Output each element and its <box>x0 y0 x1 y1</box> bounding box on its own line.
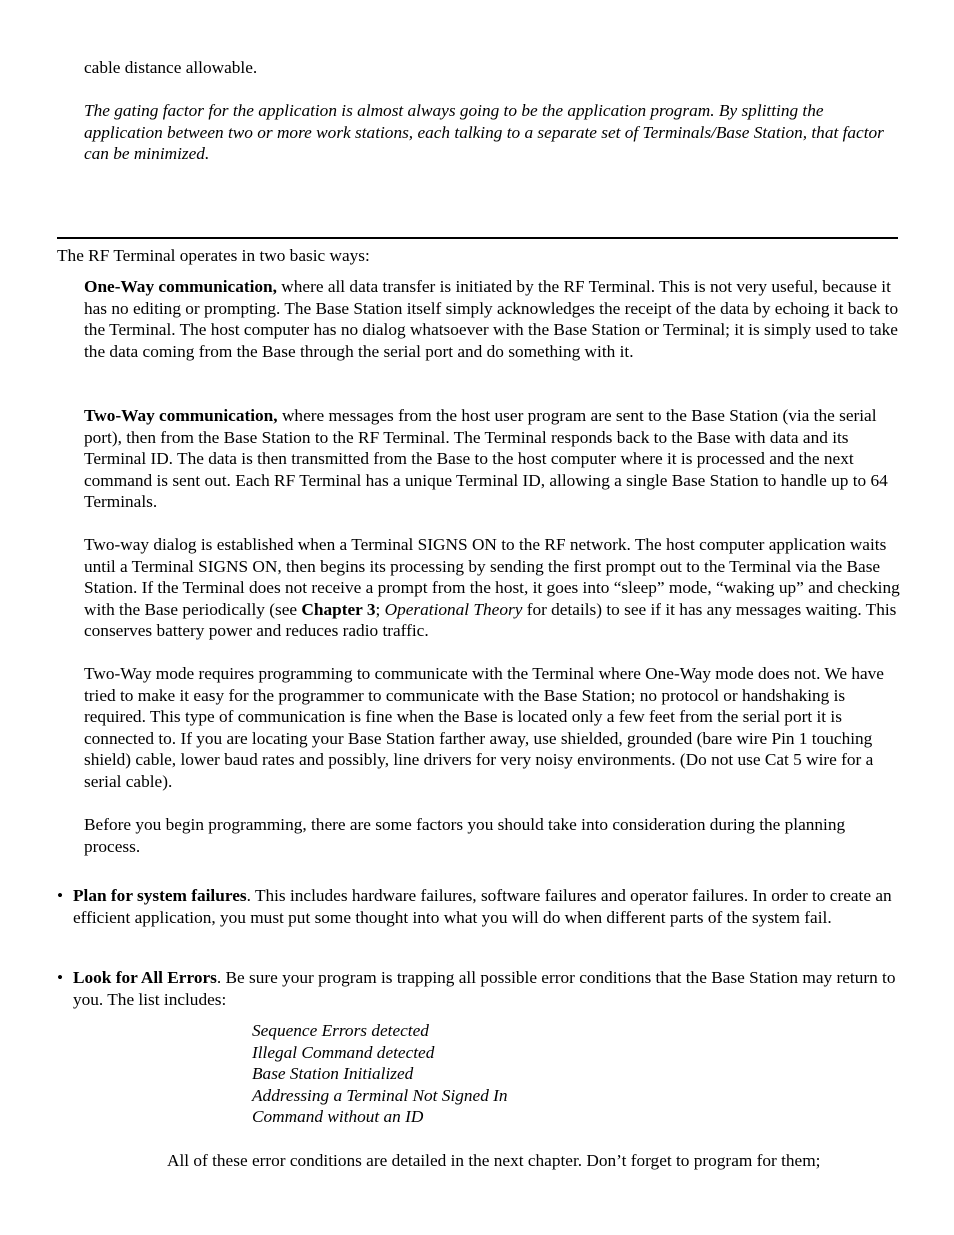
bullet-body: . Be sure your program is trapping all possible error conditions that the Base Station may return to you. The list includes: <box>73 968 896 1009</box>
intro-text: The RF Terminal operates in two basic ways: <box>57 246 370 265</box>
one-way-body: where all data transfer is initiated by the RF Terminal. This is not very useful, because it has no editing or prompting. The Base Station itself simply acknowledges the receipt of the data by echoing it back to the Terminal. The host computer has no dialog whatsoever with the Base Station or Terminal; it is simply used to take the data coming from the Base through the serial port and do something with it. <box>84 277 899 361</box>
bullet-system-failures <box>73 885 900 928</box>
two-way-body: where messages from the host user program are sent to the Base Station (via the serial port), then from the Base Station to the RF Terminal. The Terminal responds back to the Base with data and its Terminal ID. The data is then transmitted from the Base to the host computer where it is processed and the next command is sent out. Each RF Terminal has a unique Terminal ID, allowing a single Base Station to handle up to 64 Terminals. <box>84 406 888 511</box>
before-paragraph: Before you begin programming, there are some factors you should take into consideration during the planning process. <box>84 815 846 856</box>
list-item: Command without an ID <box>252 1107 424 1126</box>
two-way-paragraph <box>84 405 900 513</box>
list-item: Sequence Errors detected <box>252 1021 429 1040</box>
section-divider <box>57 237 898 239</box>
gating-note: The gating factor for the application is almost always going to be the application program. By splitting the application between two or more work stations, each talking to a separate set of Terminals/Base Station, that factor can be minimized. <box>84 101 884 163</box>
theory-ref: Operational Theory <box>384 599 523 619</box>
closing-text: All of these error conditions are detailed in the next chapter. Don’t forget to program for them; <box>167 1151 821 1170</box>
chapter-ref: Chapter 3 <box>301 599 376 619</box>
one-way-paragraph <box>84 276 900 362</box>
bullet-body: . This includes hardware failures, software failures and operator failures. In order to create an efficient application, you must put some thought into what you will do when different parts of the system fail. <box>73 886 892 927</box>
continuation-text: cable distance allowable. <box>84 58 258 77</box>
bullet-lead: Look for All Errors <box>73 968 217 987</box>
dialog-paragraph <box>84 534 900 642</box>
error-list <box>252 1020 852 1128</box>
programming-paragraph: Two-Way mode requires programming to communicate with the Terminal where One-Way mode does not. We have tried to make it easy for the programmer to communicate with the Base Station; no protocol or handshaking is required. This type of communication is fine when the Base is located only a few feet from the serial port it is connected to. If you are locating your Base Station farther away, use shielded, grounded (bare wire Pin 1 touching shield) cable, lower baud rates and possibly, line drivers for very noisy environments. (Do not use Cat 5 wire for a serial cable). <box>84 664 884 791</box>
dialog-sep: ; <box>375 599 385 619</box>
one-way-lead: One-Way communication, <box>84 277 277 296</box>
list-item: Base Station Initialized <box>252 1064 414 1083</box>
bullet-all-errors <box>73 967 900 1010</box>
two-way-lead: Two-Way communication, <box>84 406 278 425</box>
dialog-part2: for details) to see if it has any messages waiting. This conserves battery power and reduces radio traffic. <box>84 599 897 640</box>
list-item: Addressing a Terminal Not Signed In <box>252 1085 508 1105</box>
dialog-part1: Two-way dialog is established when a Terminal SIGNS ON to the RF network. The host computer application waits until a Terminal SIGNS ON, then begins its processing by sending the first prompt out to the Terminal via the Base Station. If the Terminal does not receive a prompt from the host, it goes into “sleep” mode, “waking up” and checking with the Base periodically (see <box>84 535 900 619</box>
bullet-lead: Plan for system failures <box>73 886 247 905</box>
bullet-marker: • <box>57 886 64 905</box>
bullet-marker: • <box>57 968 64 987</box>
list-item: Illegal Command detected <box>252 1042 435 1062</box>
